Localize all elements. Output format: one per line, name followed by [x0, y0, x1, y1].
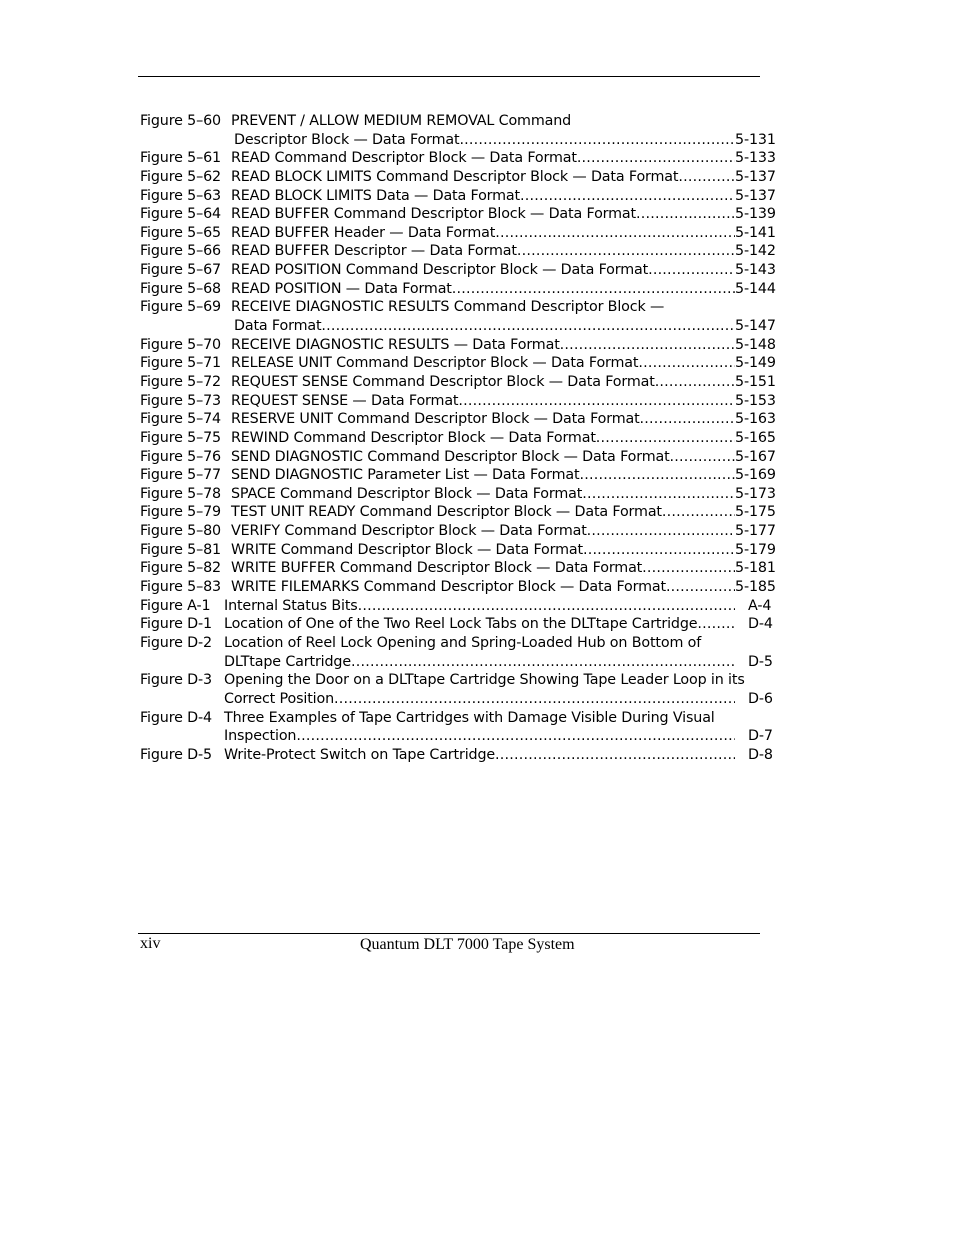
toc-entry-continuation: [140, 727, 774, 746]
page-reference[interactable]: [735, 410, 774, 429]
figure-label: Figure A-1: [140, 597, 211, 614]
toc-entry-line: [140, 392, 774, 411]
figure-label: Figure 5–71: [140, 355, 221, 372]
toc-entry[interactable]: [140, 559, 774, 578]
toc-entry-continuation: [140, 653, 774, 672]
dot-leader: [351, 653, 735, 672]
toc-entry[interactable]: [140, 373, 774, 392]
page-reference-text: 5-185: [735, 579, 776, 596]
toc-entry-line: [140, 709, 774, 728]
page-reference-text: 5-165: [735, 429, 776, 446]
page-reference-text: 5-167: [735, 448, 776, 465]
toc-entry-line: [140, 373, 774, 392]
toc-entry-line: [140, 578, 774, 597]
dot-leader: [583, 541, 735, 560]
dot-leader: [577, 149, 735, 168]
toc-entry-line: [140, 746, 774, 765]
page-reference[interactable]: [735, 224, 774, 243]
dot-leader: [662, 503, 735, 522]
figure-label: Figure 5–75: [140, 429, 221, 446]
page-reference-text: D-4: [748, 616, 773, 633]
toc-entry-line: [140, 429, 774, 448]
page-reference-text: D-5: [748, 653, 773, 670]
figure-label: Figure 5–76: [140, 448, 221, 465]
toc-entry-line: [140, 224, 774, 243]
toc-entry[interactable]: [140, 615, 774, 634]
figure-title: RECEIVE DIAGNOSTIC RESULTS — Data Format: [231, 336, 560, 353]
dot-leader: [642, 559, 735, 578]
page-reference[interactable]: [735, 261, 774, 280]
figure-title: READ BUFFER Header — Data Format: [231, 224, 496, 241]
figure-label: Figure 5–63: [140, 187, 221, 204]
page-reference-text: 5-179: [735, 541, 776, 558]
page-reference[interactable]: [735, 280, 774, 299]
page-reference[interactable]: [735, 690, 774, 709]
toc-entry-line: [140, 242, 774, 261]
toc-entry-line: [140, 597, 774, 616]
toc-entry-line: [140, 354, 774, 373]
page-reference[interactable]: [735, 187, 774, 206]
page-reference[interactable]: [735, 522, 774, 541]
toc-entry[interactable]: [140, 261, 774, 280]
dot-leader: [495, 746, 735, 765]
dot-leader: [520, 187, 735, 206]
figure-title: RESERVE UNIT Command Descriptor Block — Data Format: [231, 411, 640, 428]
figure-title: Location of Reel Lock Opening and Spring-Loaded Hub on Bottom of: [224, 634, 702, 651]
dot-leader: [296, 727, 735, 746]
list-of-figures: [140, 112, 774, 764]
page-reference-text: 5-173: [735, 485, 776, 502]
dot-leader: [666, 578, 735, 597]
figure-title: Write-Protect Switch on Tape Cartridge: [224, 746, 496, 763]
page-reference[interactable]: [735, 317, 774, 336]
figure-label: Figure 5–68: [140, 280, 221, 297]
page-reference[interactable]: [735, 485, 774, 504]
toc-entry[interactable]: [140, 448, 774, 467]
figure-title: RELEASE UNIT Command Descriptor Block — Data Format: [231, 355, 639, 372]
toc-entry[interactable]: [140, 205, 774, 224]
figure-title: WRITE BUFFER Command Descriptor Block — Data Format: [231, 560, 643, 577]
figure-title: READ POSITION Command Descriptor Block — Data Format: [231, 262, 649, 279]
page-reference-text: 5-151: [735, 373, 776, 390]
page-reference[interactable]: [735, 149, 774, 168]
page-reference-text: 5-177: [735, 523, 776, 540]
page-reference[interactable]: [735, 541, 774, 560]
toc-entry[interactable]: [140, 503, 774, 522]
page-reference[interactable]: [735, 466, 774, 485]
toc-entry[interactable]: [140, 522, 774, 541]
document-title: Quantum DLT 7000 Tape System: [360, 936, 575, 953]
dot-leader: [678, 168, 735, 187]
page-reference[interactable]: [735, 429, 774, 448]
toc-entry[interactable]: [140, 112, 774, 149]
toc-entry-continuation: [140, 131, 774, 150]
toc-entry-line: [140, 205, 774, 224]
figure-label: Figure 5–83: [140, 579, 221, 596]
figure-label: Figure 5–66: [140, 243, 221, 260]
toc-entry[interactable]: [140, 634, 774, 671]
dot-leader: [358, 597, 735, 616]
toc-entry-line: [140, 522, 774, 541]
dot-leader: [640, 410, 735, 429]
toc-entry-line: [140, 466, 774, 485]
page-reference[interactable]: [735, 727, 774, 746]
figure-title: Descriptor Block — Data Format: [234, 131, 460, 148]
toc-entry-line: [140, 187, 774, 206]
figure-label: Figure 5–69: [140, 299, 221, 316]
figure-title: REQUEST SENSE Command Descriptor Block — Data Format: [231, 373, 655, 390]
page-footer: [138, 935, 760, 959]
figure-title: Three Examples of Tape Cartridges with Damage Visible During Visual: [224, 709, 715, 726]
page-reference-text: D-7: [748, 728, 773, 745]
page-reference[interactable]: [735, 131, 774, 150]
toc-entry-line: [140, 448, 774, 467]
toc-entry[interactable]: [140, 354, 774, 373]
page-reference[interactable]: [735, 578, 774, 597]
toc-entry-continuation: [140, 690, 774, 709]
toc-entry[interactable]: [140, 709, 774, 746]
page-reference[interactable]: [735, 615, 774, 634]
figure-title: READ BLOCK LIMITS Command Descriptor Block — Data Format: [231, 168, 679, 185]
figure-label: Figure D-4: [140, 709, 212, 726]
page-reference[interactable]: [735, 559, 774, 578]
toc-entry-line: [140, 410, 774, 429]
figure-label: Figure 5–72: [140, 373, 221, 390]
page-reference[interactable]: [735, 373, 774, 392]
figure-title: WRITE Command Descriptor Block — Data Format: [231, 541, 583, 558]
dot-leader: [560, 336, 735, 355]
toc-entry-line: [140, 634, 774, 653]
dot-leader: [582, 485, 735, 504]
page-reference-text: 5-153: [735, 392, 776, 409]
page-reference-text: 5-139: [735, 206, 776, 223]
toc-entry[interactable]: [140, 187, 774, 206]
toc-entry[interactable]: [140, 541, 774, 560]
page-reference[interactable]: [735, 503, 774, 522]
figure-label: Figure 5–74: [140, 411, 221, 428]
page-reference-text: A-4: [748, 597, 772, 614]
figure-title: Opening the Door on a DLTtape Cartridge Showing Tape Leader Loop in its: [224, 672, 745, 689]
figure-label: Figure 5–81: [140, 541, 221, 558]
figure-title: READ POSITION — Data Format: [231, 280, 452, 297]
page-reference-text: 5-175: [735, 504, 776, 521]
page-reference-text: 5-169: [735, 467, 776, 484]
figure-label: Figure 5–62: [140, 168, 221, 185]
dot-leader: [452, 280, 735, 299]
toc-entry[interactable]: [140, 485, 774, 504]
toc-entry-line: [140, 336, 774, 355]
page-reference[interactable]: [735, 205, 774, 224]
page-reference-text: 5-143: [735, 262, 776, 279]
toc-entry-line: [140, 298, 774, 317]
figure-label: Figure 5–61: [140, 150, 221, 167]
page-reference-text: D-6: [748, 690, 773, 707]
figure-title: Data Format: [234, 318, 322, 335]
dot-leader: [636, 205, 735, 224]
page-reference[interactable]: [735, 448, 774, 467]
dot-leader: [334, 690, 735, 709]
figure-title: PREVENT / ALLOW MEDIUM REMOVAL Command: [231, 113, 572, 129]
page-number: xiv: [140, 935, 161, 952]
figure-title: SEND DIAGNOSTIC Command Descriptor Block — Data Format: [231, 448, 670, 465]
toc-entry-line: [140, 112, 774, 131]
toc-entry-line: [140, 261, 774, 280]
figure-label: Figure 5–67: [140, 262, 221, 279]
toc-entry[interactable]: [140, 149, 774, 168]
dot-leader: [670, 448, 735, 467]
toc-entry[interactable]: [140, 578, 774, 597]
toc-entry[interactable]: [140, 466, 774, 485]
figure-label: Figure 5–64: [140, 206, 221, 223]
figure-label: Figure 5–73: [140, 392, 221, 409]
toc-entry[interactable]: [140, 298, 774, 335]
toc-entry[interactable]: [140, 168, 774, 187]
figure-label: Figure 5–78: [140, 485, 221, 502]
dot-leader: [648, 261, 735, 280]
dot-leader: [517, 242, 735, 261]
figure-title: READ Command Descriptor Block — Data Format: [231, 150, 577, 167]
toc-entry[interactable]: [140, 242, 774, 261]
figure-title: SEND DIAGNOSTIC Parameter List — Data Format: [231, 467, 580, 484]
figure-title: READ BUFFER Command Descriptor Block — Data Format: [231, 206, 636, 223]
figure-title: Correct Position: [224, 690, 334, 707]
toc-entry[interactable]: [140, 280, 774, 299]
toc-entry[interactable]: [140, 429, 774, 448]
figure-label: Figure D-2: [140, 634, 212, 651]
dot-leader: [495, 224, 735, 243]
figure-title: SPACE Command Descriptor Block — Data Format: [231, 485, 583, 502]
figure-label: Figure 5–65: [140, 224, 221, 241]
page-reference-text: 5-163: [735, 411, 776, 428]
toc-entry[interactable]: [140, 671, 774, 708]
toc-entry[interactable]: [140, 597, 774, 616]
page-reference[interactable]: [735, 597, 774, 616]
page-reference-text: 5-149: [735, 355, 776, 372]
toc-entry-line: [140, 615, 774, 634]
toc-entry[interactable]: [140, 410, 774, 429]
toc-entry-line: [140, 149, 774, 168]
figure-label: Figure 5–77: [140, 467, 221, 484]
toc-entry-continuation: [140, 317, 774, 336]
figure-label: Figure D-3: [140, 672, 212, 689]
figure-label: Figure 5–79: [140, 504, 221, 521]
dot-leader: [596, 429, 735, 448]
figure-label: Figure D-5: [140, 746, 212, 763]
page-reference-text: 5-137: [735, 187, 776, 204]
figure-title: Location of One of the Two Reel Lock Tabs on the DLTtape Cartridge: [224, 616, 698, 633]
page-reference-text: 5-137: [735, 168, 776, 185]
figure-title: REQUEST SENSE — Data Format: [231, 392, 459, 409]
figure-title: READ BUFFER Descriptor — Data Format: [231, 243, 517, 260]
toc-entry-line: [140, 671, 774, 690]
page-reference-text: 5-181: [735, 560, 776, 577]
page-reference-text: 5-148: [735, 336, 776, 353]
page-reference[interactable]: [735, 242, 774, 261]
figure-title: WRITE FILEMARKS Command Descriptor Block — Data Format: [231, 579, 666, 596]
figure-label: Figure 5–60: [140, 113, 221, 129]
figure-title: TEST UNIT READY Command Descriptor Block — Data Format: [231, 504, 662, 521]
toc-entry-line: [140, 168, 774, 187]
figure-label: Figure 5–80: [140, 523, 221, 540]
figure-title: Internal Status Bits: [224, 597, 358, 614]
toc-entry-line: [140, 280, 774, 299]
figure-title: VERIFY Command Descriptor Block — Data Format: [231, 523, 587, 540]
dot-leader: [697, 615, 735, 634]
page-reference[interactable]: [735, 168, 774, 187]
figure-label: Figure 5–82: [140, 560, 221, 577]
dot-leader: [321, 317, 735, 336]
toc-entry[interactable]: [140, 392, 774, 411]
header-rule: [138, 76, 760, 77]
figure-title: RECEIVE DIAGNOSTIC RESULTS Command Descriptor Block —: [231, 299, 665, 316]
page-reference-text: 5-141: [735, 224, 776, 241]
page-reference-text: D-8: [748, 746, 773, 763]
toc-entry[interactable]: [140, 746, 774, 765]
dot-leader: [655, 373, 735, 392]
toc-entry-line: [140, 503, 774, 522]
toc-entry-line: [140, 541, 774, 560]
figure-title: Inspection: [224, 728, 297, 745]
figure-title: DLTtape Cartridge: [224, 653, 351, 670]
toc-entry[interactable]: [140, 224, 774, 243]
toc-entry[interactable]: [140, 336, 774, 355]
figure-title: REWIND Command Descriptor Block — Data Format: [231, 429, 596, 446]
dot-leader: [587, 522, 735, 541]
page-reference-text: 5-131: [735, 131, 776, 148]
figure-title: READ BLOCK LIMITS Data — Data Format: [231, 187, 520, 204]
footer-rule: [138, 933, 760, 934]
dot-leader: [458, 392, 735, 411]
toc-entry-line: [140, 559, 774, 578]
page-reference-text: 5-142: [735, 243, 776, 260]
dot-leader: [579, 466, 735, 485]
toc-entry-line: [140, 485, 774, 504]
dot-leader: [459, 131, 735, 150]
page-reference[interactable]: [735, 392, 774, 411]
page-reference[interactable]: [735, 653, 774, 672]
page-reference[interactable]: [735, 336, 774, 355]
page-reference-text: 5-147: [735, 318, 776, 335]
dot-leader: [638, 354, 735, 373]
page-reference-text: 5-133: [735, 150, 776, 167]
page-reference-text: 5-144: [735, 280, 776, 297]
figure-label: Figure D-1: [140, 616, 212, 633]
page-reference[interactable]: [735, 354, 774, 373]
page-reference[interactable]: [735, 746, 774, 765]
figure-label: Figure 5–70: [140, 336, 221, 353]
